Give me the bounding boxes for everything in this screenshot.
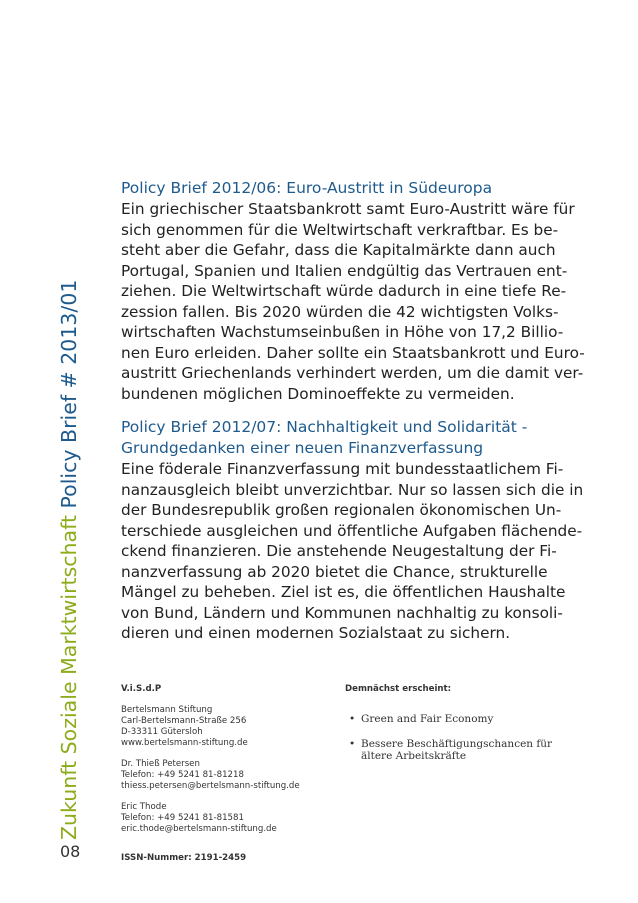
issn-number: ISSN-Nummer: 2191-2459 xyxy=(121,853,247,863)
imprint-label: V.i.S.d.P xyxy=(121,684,162,694)
contact-phone: Telefon: +49 5241 81-81581 xyxy=(121,813,244,823)
body-line: bundenen möglichen Dominoeffekte zu vermeiden. xyxy=(121,384,515,403)
main-content xyxy=(121,178,585,657)
body-line: nanzverfassung ab 2020 bietet die Chance, strukturelle xyxy=(121,562,548,581)
body-line: der Bundesrepublik großen regionalen ökonomischen Un- xyxy=(121,501,562,519)
list-item-line: ältere Arbeitskräfte xyxy=(361,750,467,762)
list-item xyxy=(345,738,585,762)
body-line: austritt Griechenlands verhindert werden, um die damit ver- xyxy=(121,364,584,382)
body-line: von Bund, Ländern und Kommunen nachhaltig zu konsoli- xyxy=(121,603,563,622)
bullet-icon: • xyxy=(349,713,356,725)
upcoming-list xyxy=(345,713,585,762)
issue-number: Policy Brief # 2013/01 xyxy=(57,279,81,509)
list-item xyxy=(345,713,585,725)
brief-body xyxy=(121,199,585,404)
contact-email-link[interactable]: thiess.petersen@bertelsmann-stiftung.de xyxy=(121,781,300,791)
organization-address xyxy=(121,705,331,749)
brief-body xyxy=(121,459,584,644)
body-line: nanzausgleich bleibt unverzichtbar. Nur so lassen sich die in xyxy=(121,480,584,499)
body-line: ziehen. Die Weltwirtschaft würde dadurch in eine tiefe Re- xyxy=(121,282,567,300)
org-city: D-33311 Gütersloh xyxy=(121,727,203,737)
contact-name: Eric Thode xyxy=(121,802,167,812)
body-line: wirtschaften Wachstumseinbußen in Höhe von 17,2 Billio- xyxy=(121,323,564,341)
brief-title-line: Policy Brief 2012/06: Euro-Austritt in Südeuropa xyxy=(121,179,493,197)
contact-email-link[interactable]: eric.thode@bertelsmann-stiftung.de xyxy=(121,824,277,834)
body-line: steht aber die Gefahr, dass die Kapitalmärkte dann auch xyxy=(121,241,556,259)
list-item-line: Green and Fair Economy xyxy=(361,713,494,725)
body-line: nen Euro erleiden. Daher sollte ein Staatsbankrott und Euro- xyxy=(121,343,585,362)
list-item-line: Bessere Beschäftigungschancen für xyxy=(361,738,553,750)
body-line: Portugal, Spanien und Italien endgültig das Vertrauen ent- xyxy=(121,261,568,280)
body-line: sich genommen für die Weltwirtschaft verkraftbar. Es be- xyxy=(121,220,559,239)
series-name: Zukunft Soziale Marktwirtschaft xyxy=(57,515,81,840)
body-line: Mängel zu beheben. Ziel ist es, die öffentlichen Haushalte xyxy=(121,583,566,601)
page-number: 08 xyxy=(60,842,81,861)
contact-name: Dr. Thieß Petersen xyxy=(121,759,200,769)
body-line: ckend finanzieren. Die anstehende Neugestaltung der Fi- xyxy=(121,542,557,560)
org-website-link[interactable]: www.bertelsmann-stiftung.de xyxy=(121,738,248,748)
imprint xyxy=(121,684,331,864)
vertical-publication-title xyxy=(56,180,82,840)
org-street: Carl-Bertelsmann-Straße 256 xyxy=(121,716,247,726)
upcoming-publications xyxy=(345,684,585,775)
body-line: dieren und einen modernen Sozialstaat zu sichern. xyxy=(121,624,511,642)
contact-petersen xyxy=(121,759,331,792)
brief-title-line: Policy Brief 2012/07: Nachhaltigkeit und Solidarität - xyxy=(121,418,528,436)
bullet-icon: • xyxy=(349,738,356,750)
brief-title-line: Grundgedanken einer neuen Finanzverfassung xyxy=(121,439,484,457)
contact-phone: Telefon: +49 5241 81-81218 xyxy=(121,770,244,780)
contact-thode xyxy=(121,802,331,835)
body-line: Ein griechischer Staatsbankrott samt Euro-Austritt wäre für xyxy=(121,200,575,218)
upcoming-label: Demnächst erscheint: xyxy=(345,684,452,694)
body-line: Eine föderale Finanzverfassung mit bundesstaatlichem Fi- xyxy=(121,460,564,478)
policy-brief-2012-07 xyxy=(121,417,584,644)
body-line: zession fallen. Bis 2020 würden die 42 wichtigsten Volks- xyxy=(121,302,559,321)
brief-title xyxy=(121,417,546,459)
org-name: Bertelsmann Stiftung xyxy=(121,705,213,715)
brief-title xyxy=(121,178,546,199)
body-line: terschiede ausgleichen und öffentliche Aufgaben flächende- xyxy=(121,521,583,540)
policy-brief-2012-06 xyxy=(121,178,585,404)
